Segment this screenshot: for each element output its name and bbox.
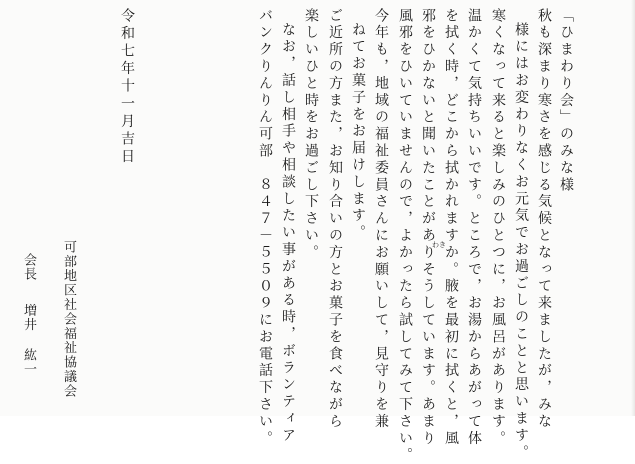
chair-given-name: 紘一 [21,347,36,377]
body-line-11: 楽しいひと時をお過ごし下さい。 [303,8,319,262]
chair-signature [20,253,36,376]
salutation-line: 「ひまわり会」のみな様 [558,8,574,194]
body-line-13: バンクりんりん可部 ８４７－５５０９にお電話下さい。 [257,8,273,448]
body-line-8: 今年も，地域の福祉委員さんにお願いして，見守りを兼 [373,8,389,431]
body-line-2: 様にはお変わりなくお元気でお過ごしのことと思います。 [513,22,529,462]
furigana-waki: わき [432,241,446,249]
body-line-6: 邪をひかないと聞いたことがありそうしています。あまり [420,8,436,448]
issue-date: 令和七年十一月吉日 [119,8,135,167]
body-line-1: 秋も深まり寒さを感じる気候となって来ましたが，みな [536,8,552,431]
body-line-3: 寒くなって来ると楽しみのひとつに，お風呂があります。 [490,8,506,448]
chair-title: 会長 [21,253,36,282]
body-line-10: ご近所の方また，お知り合いの方とお菓子を食べながら [327,8,343,431]
page-edge-shadow [631,0,635,416]
body-line-7: 風邪をひいていませんので，よかったら試してみて下さい。 [397,8,413,464]
chair-family-name: 増井 [21,303,36,332]
body-line-9: ねてお菓子をお届けします。 [350,22,366,242]
body-line-5: を拭く時，どこから拭かれますか。腋を最初に拭くと，風 [443,8,459,448]
body-line-12: なお，話し相手や相談したい事がある時，ボランティア [280,22,296,445]
body-line-4: 温かくて気持ちいいです。ところで，お湯からあがって体 [466,8,482,448]
organization-name: 可部地区社会福祉協議会 [61,240,76,399]
